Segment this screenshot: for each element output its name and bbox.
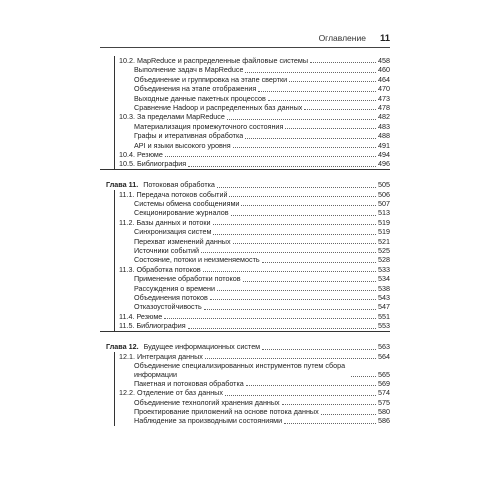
toc-entry[interactable] — [115, 103, 390, 112]
toc-entry[interactable] — [115, 190, 390, 199]
toc-entry-page: 491 — [378, 140, 390, 150]
toc-entry-page: 464 — [378, 74, 390, 84]
toc-entry-page: 507 — [378, 199, 390, 209]
toc-entry[interactable] — [115, 246, 390, 255]
leader-dots — [285, 128, 376, 129]
toc-entry[interactable] — [115, 284, 390, 293]
chapter-label: Глава 11. — [106, 180, 139, 190]
leader-dots — [284, 423, 376, 424]
toc-chapter-11[interactable] — [100, 179, 390, 190]
toc-entry[interactable] — [115, 199, 390, 208]
toc-entry-page: 496 — [378, 159, 390, 169]
toc-entry[interactable] — [115, 379, 390, 388]
leader-dots — [227, 119, 376, 120]
toc-entry[interactable] — [115, 112, 390, 121]
leader-dots — [304, 109, 376, 110]
toc-entry[interactable] — [115, 302, 390, 311]
toc-chapter-12[interactable] — [100, 341, 390, 352]
toc-entry-title: 12.1. Интеграция данных — [119, 351, 203, 361]
table-of-contents — [100, 56, 390, 426]
leader-dots — [217, 187, 376, 188]
leader-dots — [225, 395, 376, 396]
toc-entry[interactable] — [115, 237, 390, 246]
leader-dots — [204, 309, 376, 310]
toc-entry-title: Материализация промежуточного состояния — [134, 121, 284, 131]
toc-entry[interactable] — [115, 150, 390, 159]
leader-dots — [351, 376, 376, 377]
toc-entry-title: Объединение специализированных инструментов путем сбора информации — [134, 360, 346, 379]
toc-entry[interactable] — [115, 208, 390, 217]
toc-entry-page: 547 — [378, 302, 390, 312]
toc-entry-page: 528 — [378, 255, 390, 265]
running-header — [100, 30, 390, 46]
toc-entry-title: Отказоустойчивость — [134, 302, 202, 312]
toc-entry-page: 478 — [378, 102, 390, 112]
chapter-title: Потоковая обработка — [143, 180, 215, 190]
leader-dots — [164, 318, 376, 319]
toc-entry-page: 460 — [378, 65, 390, 75]
leader-dots — [229, 196, 376, 197]
leader-dots — [321, 414, 376, 415]
leader-dots — [217, 290, 376, 291]
toc-entry-title: Перехват изменений данных — [134, 236, 231, 246]
toc-entry-page: 533 — [378, 264, 390, 274]
toc-entry-title: Объединения потоков — [134, 292, 208, 302]
toc-entry-title: 11.3. Обработка потоков — [119, 264, 201, 274]
leader-dots — [268, 100, 376, 101]
toc-entry-page: 553 — [378, 321, 390, 331]
leader-dots — [258, 91, 376, 92]
toc-entry-page: 470 — [378, 84, 390, 94]
leader-dots — [282, 404, 376, 405]
toc-entry-page: 564 — [378, 351, 390, 361]
leader-dots — [210, 299, 376, 300]
toc-entry-page: 494 — [378, 149, 390, 159]
toc-entry-title: Состояние, потоки и неизменяемость — [134, 255, 260, 265]
toc-entry[interactable] — [115, 417, 390, 426]
toc-entry-page: 569 — [378, 378, 390, 388]
toc-entry-title: API и языки высокого уровня — [134, 140, 231, 150]
toc-entry-title: Рассуждения о времени — [134, 283, 216, 293]
toc-entry-page: 458 — [378, 55, 390, 65]
header-page-number: 11 — [379, 32, 390, 44]
toc-entry-page: 513 — [378, 208, 390, 218]
chapter-page: 563 — [378, 342, 390, 352]
toc-entry-title: Системы обмена сообщениями — [134, 199, 240, 209]
toc-entry[interactable] — [115, 94, 390, 103]
toc-entry-page: 519 — [378, 217, 390, 227]
toc-entry-title: Объединение технологий хранения данных — [134, 397, 280, 407]
toc-entry-page: 574 — [378, 388, 390, 398]
toc-entry-title: 10.2. MapReduce и распределенные файловые системы — [119, 55, 309, 65]
toc-entry-title: 11.1. Передача потоков событий — [119, 189, 228, 199]
toc-entry[interactable] — [115, 361, 390, 379]
toc-entry-page: 525 — [378, 246, 390, 256]
toc-entry[interactable] — [115, 56, 390, 65]
toc-entry-title: 11.2. Базы данных и потоки — [119, 217, 211, 227]
leader-dots — [262, 349, 376, 350]
toc-entry-title: Выходные данные пакетных процессов — [134, 93, 266, 103]
toc-entry-page: 521 — [378, 236, 390, 246]
leader-dots — [213, 224, 376, 225]
toc-entry-title: Источники событий — [134, 246, 199, 256]
toc-entry[interactable] — [115, 265, 390, 274]
toc-entry-page: 506 — [378, 189, 390, 199]
leader-dots — [289, 81, 376, 82]
leader-dots — [241, 205, 376, 206]
toc-entry[interactable] — [115, 218, 390, 227]
toc-entry[interactable] — [115, 75, 390, 84]
toc-entry-page: 580 — [378, 407, 390, 417]
toc-entry-page: 586 — [378, 416, 390, 426]
toc-entry-title: Наблюдение за производными состояниями — [134, 416, 283, 426]
toc-entry[interactable] — [115, 293, 390, 302]
leader-dots — [245, 138, 376, 139]
toc-entry[interactable] — [115, 312, 390, 321]
toc-entry-page: 543 — [378, 292, 390, 302]
toc-entry-page: 575 — [378, 397, 390, 407]
toc-entry-page: 534 — [378, 274, 390, 284]
leader-dots — [188, 166, 376, 167]
toc-entry[interactable] — [115, 84, 390, 93]
leader-dots — [262, 262, 376, 263]
toc-entry-title: 10.4. Резюме — [119, 149, 163, 159]
toc-entry-page: 519 — [378, 227, 390, 237]
chapter-title: Будущее информационных систем — [143, 342, 261, 352]
toc-entry[interactable] — [115, 388, 390, 397]
leader-dots — [165, 156, 376, 157]
chapter-page: 505 — [378, 180, 390, 190]
toc-entry-page: 473 — [378, 93, 390, 103]
leader-dots — [213, 234, 376, 235]
leader-dots — [188, 328, 376, 329]
toc-entry-page: 483 — [378, 121, 390, 131]
toc-entry[interactable] — [115, 398, 390, 407]
toc-entry[interactable] — [115, 131, 390, 140]
toc-entry-title: 10.3. За пределами MapReduce — [119, 112, 225, 122]
leader-dots — [310, 62, 376, 63]
toc-entry-page: 538 — [378, 283, 390, 293]
toc-entry-title: Применение обработки потоков — [134, 274, 241, 284]
header-rule — [100, 47, 390, 48]
toc-entry-title: Графы и итеративная обработка — [134, 131, 244, 141]
toc-entry[interactable] — [115, 407, 390, 416]
toc-entry-title: Сравнение Hadoop и распределенных баз данных — [134, 102, 303, 112]
toc-entry[interactable] — [115, 159, 390, 168]
chapter-label: Глава 12. — [106, 342, 139, 352]
toc-entry[interactable] — [115, 122, 390, 131]
toc-entry[interactable] — [115, 274, 390, 283]
leader-dots — [201, 252, 376, 253]
toc-entry-page: 488 — [378, 131, 390, 141]
leader-dots — [246, 385, 376, 386]
toc-entry[interactable] — [115, 255, 390, 264]
toc-entry-page: 565 — [378, 369, 390, 379]
toc-entry-page: 482 — [378, 112, 390, 122]
leader-dots — [245, 72, 376, 73]
leader-dots — [243, 281, 376, 282]
toc-entry[interactable] — [115, 352, 390, 361]
toc-entry-title: 11.5. Библиография — [119, 321, 186, 331]
toc-block-chapter-11 — [114, 190, 390, 331]
toc-entry-title: 11.4. Резюме — [119, 311, 163, 321]
toc-block-chapter-10 — [114, 56, 390, 169]
leader-dots — [233, 243, 376, 244]
leader-dots — [233, 147, 376, 148]
toc-entry-title: Объединение и группировка на этапе свертки — [134, 74, 288, 84]
toc-entry-title: 10.5. Библиография — [119, 159, 187, 169]
toc-entry-title: Проектирование приложений на основе потока данных — [134, 407, 319, 417]
toc-entry-title: Пакетная и потоковая обработка — [134, 378, 244, 388]
toc-entry-title: Объединения на этапе отображения — [134, 84, 257, 94]
toc-entry[interactable] — [115, 141, 390, 150]
leader-dots — [203, 271, 376, 272]
toc-entry[interactable] — [115, 321, 390, 330]
leader-dots — [231, 215, 376, 216]
toc-entry-title: Секционирование журналов — [134, 208, 229, 218]
toc-entry-title: Выполнение задач в MapReduce — [134, 65, 244, 75]
header-section-title: Оглавление — [318, 33, 366, 43]
toc-entry[interactable] — [115, 65, 390, 74]
toc-entry[interactable] — [115, 227, 390, 236]
toc-block-chapter-12 — [114, 352, 390, 426]
toc-entry-title: 12.2. Отделение от баз данных — [119, 388, 223, 398]
toc-entry-title: Синхронизация систем — [134, 227, 212, 237]
leader-dots — [205, 358, 376, 359]
toc-entry-page: 551 — [378, 311, 390, 321]
